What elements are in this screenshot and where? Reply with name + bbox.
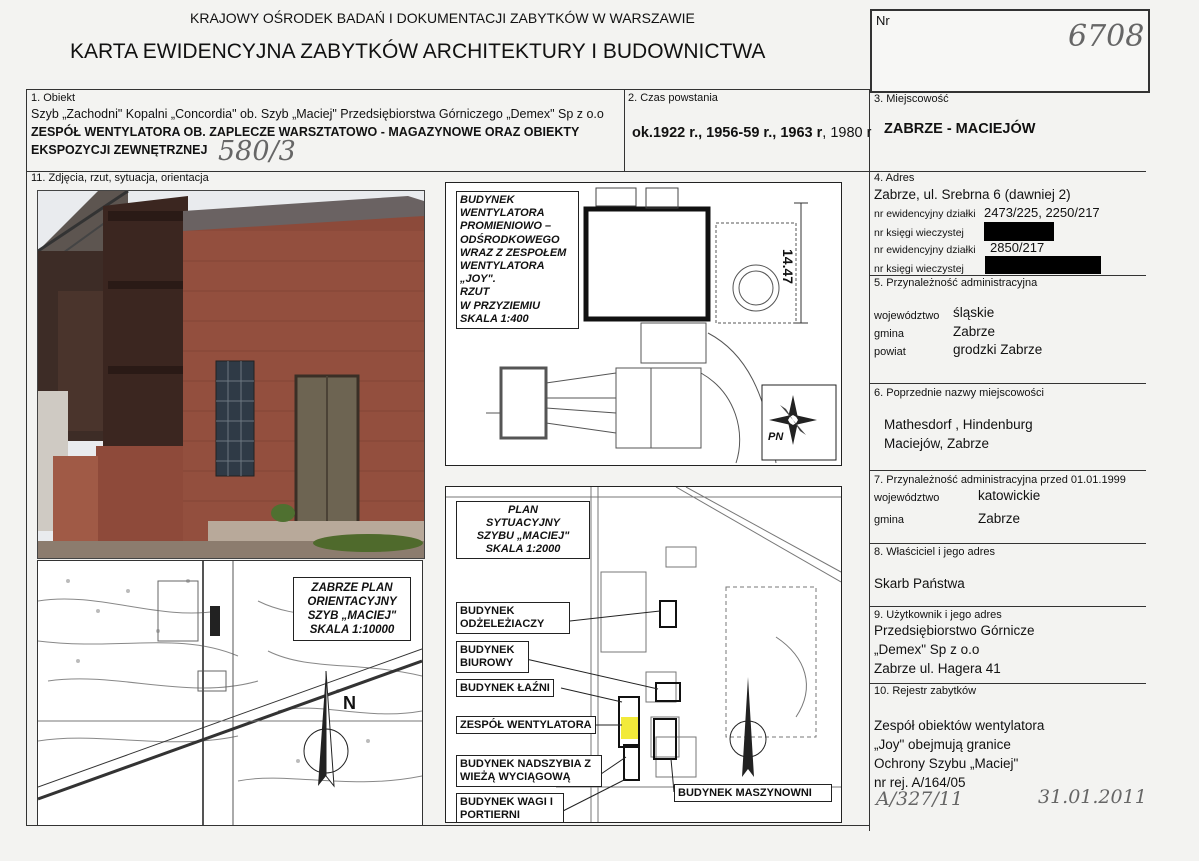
caption-line: RZUT: [460, 286, 490, 299]
building-photo: [37, 190, 425, 559]
label-office-building: [456, 641, 529, 673]
caption-line: WENTYLATORA: [460, 207, 545, 220]
card-title: KARTA EWIDENCYJNA ZABYTKÓW ARCHITEKTURY I BUDOWNICTWA: [70, 40, 766, 63]
date-1980: , 1980 r: [822, 125, 872, 141]
divider: [870, 383, 1146, 384]
divider: [870, 683, 1146, 684]
label-text: BUDYNEK MASZYNOWNI: [678, 787, 812, 799]
admin-label: 5. Przynależność administracyjna: [874, 277, 1038, 289]
label-text: ZESPÓŁ WENTYLATORA: [460, 719, 592, 731]
caption-line: SKALA 1:10000: [309, 624, 395, 636]
former-names-label: 6. Poprzednie nazwy miejscowości: [874, 387, 1044, 399]
building-photo-drawing: [38, 191, 424, 558]
divider: [26, 89, 27, 826]
caption-line: BUDYNEK: [460, 194, 515, 206]
register-label: 10. Rejestr zabytków: [874, 685, 977, 697]
date-label: 2. Czas powstania: [628, 92, 718, 104]
compass-label: PN: [768, 431, 784, 443]
register-line-3: Ochrony Szybu „Maciej": [874, 756, 1019, 771]
caption-line: W PRZYZIEMIU: [460, 299, 541, 312]
caption-line: „JOY".: [460, 273, 496, 286]
redaction-bar: [984, 222, 1054, 241]
site-plan: [445, 486, 842, 823]
redaction-bar: [985, 256, 1101, 274]
former-names-1: Mathesdorf , Hindenburg: [884, 417, 1033, 432]
owner-label: 8. Właściciel i jego adres: [874, 546, 996, 558]
site-plan-caption: [456, 501, 590, 559]
caption-line: ZABRZE PLAN: [311, 582, 393, 594]
orientation-map-caption: [293, 577, 411, 641]
label-weighbridge: [456, 793, 564, 823]
label-deironing-building: [456, 602, 570, 634]
divider: [870, 470, 1146, 471]
parcel-label-2: nr ewidencyjny działki: [874, 244, 976, 256]
register-line-2: „Joy" obejmują granice: [874, 737, 1011, 752]
construction-dates: [632, 125, 871, 141]
label-bathhouse: [456, 679, 554, 697]
divider: [870, 543, 1146, 544]
caption-line: ORIENTACYJNY: [307, 596, 397, 608]
commune-label: gmina: [874, 328, 904, 340]
object-name: Szyb „Zachodni" Kopalni „Concordia" ob. Szyb „Maciej" Przedsiębiorstwa Górniczego „Demex" Sp z o.o: [31, 107, 604, 121]
caption-line: ODŚRODKOWEGO: [460, 233, 560, 246]
caption-line: SKALA 1:400: [460, 312, 529, 325]
handwritten-number: 580/3: [218, 136, 296, 167]
label-fan-complex: [456, 716, 596, 734]
address-label: 4. Adres: [874, 172, 915, 184]
date-1963: 1963 r: [780, 125, 823, 141]
object-complex: ZESPÓŁ WENTYLATORA OB. ZAPLECZE WARSZTATOWO - MAGAZYNOWE ORAZ OBIEKTY: [31, 125, 580, 139]
commune-old-label: gmina: [874, 514, 904, 526]
divider: [869, 89, 870, 831]
commune-value: Zabrze: [953, 324, 996, 339]
nr-label: Nr: [876, 13, 890, 28]
caption-line: PROMIENIOWO –: [460, 220, 552, 233]
register-line-1: Zespół obiektów wentylatora: [874, 718, 1045, 733]
object-label: 1. Obiekt: [31, 92, 76, 104]
label-machine-house: [674, 784, 832, 802]
caption-line: SKALA 1:2000: [485, 543, 561, 555]
caption-line: SYTUACYJNY: [486, 517, 560, 529]
floor-plan: [445, 182, 842, 466]
caption-line: PLAN: [508, 504, 538, 516]
county-label: powiat: [874, 346, 906, 358]
user-label: 9. Użytkownik i jego adres: [874, 609, 1002, 621]
locality-value: ZABRZE - MACIEJÓW: [884, 121, 1036, 137]
highlight-fan-complex: [621, 717, 638, 739]
orientation-map: [37, 560, 423, 826]
institution-name: KRAJOWY OŚRODEK BADAŃ I DOKUMENTACJI ZABYTKÓW W WARSZAWIE: [190, 10, 695, 26]
label-text: BUDYNEK ŁAŹNI: [460, 682, 550, 694]
dimension-label: 14.47: [780, 249, 796, 285]
voivodeship-old-label: województwo: [874, 492, 940, 504]
voivodeship-old-value: katowickie: [978, 488, 1041, 503]
user-line-3: Zabrze ul. Hagera 41: [874, 661, 1001, 676]
object-complex-cont: EKSPOZYCJI ZEWNĘTRZNEJ: [31, 143, 208, 157]
divider: [870, 275, 1146, 276]
caption-line: WENTYLATORA: [460, 260, 545, 273]
nr-box: [870, 9, 1150, 93]
nr-value: 6708: [1068, 19, 1145, 54]
date-1956: 1956-59 r.,: [706, 125, 781, 141]
label-text: BUDYNEK BIUROWY: [460, 644, 515, 669]
divider: [870, 606, 1146, 607]
date-1922: ok.1922 r.,: [632, 125, 707, 141]
label-text: BUDYNEK NADSZYBIA Z WIEŻĄ WYCIĄGOWĄ: [460, 758, 591, 783]
address-value: Zabrze, ul. Srebrna 6 (dawniej 2): [874, 187, 1071, 202]
divider: [624, 89, 625, 171]
county-value: grodzki Zabrze: [953, 342, 1043, 357]
label-text: BUDYNEK ODŻELEŻIACZY: [460, 605, 545, 630]
land-register-label-2: nr księgi wieczystej: [874, 263, 964, 275]
register-line-4: nr rej. A/164/05: [874, 775, 966, 790]
user-line-1: Przedsiębiorstwo Górnicze: [874, 623, 1035, 638]
caption-line: SZYBU „MACIEJ": [476, 530, 570, 542]
divider: [26, 89, 870, 90]
former-names-2: Maciejów, Zabrze: [884, 436, 990, 451]
floor-plan-caption: [456, 191, 579, 329]
parcel-value-2: 2850/217: [990, 240, 1045, 255]
caption-line: SZYB „MACIEJ": [307, 610, 397, 622]
photos-label: 11. Zdjęcia, rzut, sytuacja, orientacja: [31, 172, 209, 184]
commune-old-value: Zabrze: [978, 511, 1021, 526]
owner-value: Skarb Państwa: [874, 576, 965, 591]
handwritten-register-number: A/327/11: [876, 788, 963, 810]
parcel-label-1: nr ewidencyjny działki: [874, 208, 976, 220]
voivodeship-value: śląskie: [953, 305, 995, 320]
locality-label: 3. Miejscowość: [874, 93, 949, 105]
user-line-2: „Demex" Sp z o.o: [874, 642, 980, 657]
land-register-label-1: nr księgi wieczystej: [874, 227, 964, 239]
label-text: BUDYNEK WAGI I PORTIERNI: [460, 796, 553, 821]
handwritten-date: 31.01.2011: [1038, 786, 1147, 808]
map-north-letter: N: [343, 693, 356, 713]
caption-line: WRAZ Z ZESPOŁEM: [460, 246, 567, 259]
label-shaft-headframe: [456, 755, 602, 787]
admin-before-label: 7. Przynależność administracyjna przed 01.01.1999: [874, 474, 1126, 486]
voivodeship-label: województwo: [874, 310, 940, 322]
parcel-value-1: 2473/225, 2250/217: [984, 205, 1100, 220]
